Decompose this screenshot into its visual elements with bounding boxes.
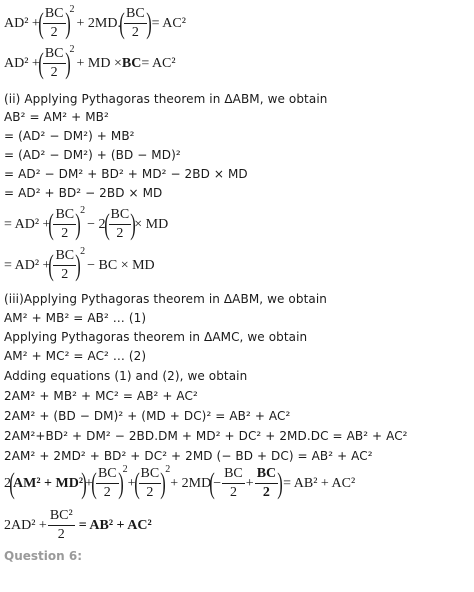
right-paren: ) — [145, 6, 152, 40]
eq-term: AD² + — [4, 15, 40, 31]
frac-den: 2 — [146, 485, 154, 500]
frac-num: BC — [53, 248, 76, 266]
right-paren: ) — [81, 466, 87, 500]
left-paren: ( — [48, 248, 55, 282]
frac-den: 2 — [229, 485, 237, 500]
part-ii-heading: (ii) Applying Pythagoras theorem in ΔABM, we obtain — [4, 92, 328, 106]
left-paren: ( — [38, 6, 44, 40]
frac-den: 2 — [50, 25, 58, 40]
left-paren: ( — [103, 207, 110, 241]
part-iii-line: 2AM² + 2MD² + BD² + DC² + 2MD (− BD + DC) = AB² + AC² — [4, 449, 373, 463]
part-ii-equation-a — [4, 207, 168, 242]
frac-den: 2 — [61, 267, 69, 282]
eq-term-bold: = AB² + AC² — [78, 517, 152, 533]
frac-num: BC — [139, 466, 162, 484]
part-iii-equation-last — [4, 508, 152, 543]
frac-num: BC — [255, 466, 278, 484]
question-label: Question 6: — [4, 549, 82, 563]
frac-num: BC — [222, 466, 245, 484]
part-iii-line: Applying Pythagoras theorem in ΔAMC, we obtain — [4, 330, 308, 344]
frac-num: BC — [53, 207, 76, 225]
eq-term-bold: AM² + MD² — [13, 475, 84, 491]
left-paren: ( — [91, 466, 97, 500]
right-paren: ) — [117, 466, 124, 500]
fraction — [48, 508, 75, 543]
fraction — [139, 466, 162, 501]
fraction — [255, 466, 278, 501]
part-iii-line: 2AM²+BD² + DM² − 2BD.DM + MD² + DC² + 2MD.DC = AB² + AC² — [4, 429, 408, 443]
frac-den: 2 — [103, 485, 111, 500]
left-paren: ( — [133, 466, 140, 500]
left-paren: ( — [38, 46, 44, 80]
eq-term: = AC² — [141, 55, 176, 71]
eq-term: + — [85, 475, 93, 491]
plus-sign: + — [127, 475, 136, 491]
part-iii-line: 2AM² + (BD − DM)² + (MD + DC)² = AB² + AC² — [4, 409, 291, 423]
frac-den: 2 — [116, 226, 124, 241]
frac-num: BC — [96, 466, 119, 484]
eq-term: + MD × — [76, 55, 122, 71]
frac-den: 2 — [61, 226, 69, 241]
eq-term: = AD² + — [4, 257, 51, 273]
part-iii-line: AM² + MB² = AB² … (1) — [4, 311, 147, 325]
fraction — [53, 207, 76, 242]
exponent: 2 — [69, 4, 75, 15]
equation-top-2 — [4, 46, 176, 81]
frac-den: 2 — [131, 25, 139, 40]
right-paren: ) — [75, 248, 81, 282]
eq-term: × MD — [134, 216, 169, 232]
eq-term: + 2MD — [170, 475, 212, 491]
fraction — [53, 248, 76, 283]
eq-term: = AD² + — [4, 216, 51, 232]
fraction — [96, 466, 119, 501]
exponent: 2 — [80, 205, 86, 216]
exponent: 2 — [165, 464, 171, 475]
frac-num: BC² — [48, 508, 75, 526]
frac-num: BC — [124, 6, 147, 24]
fraction — [43, 6, 66, 41]
eq-term: AD² + — [4, 55, 40, 71]
frac-num: BC — [109, 207, 132, 225]
eq-term: 2AD² + — [4, 517, 47, 533]
part-iii-heading: (iii)Applying Pythagoras theorem in ΔABM, we obtain — [4, 292, 327, 306]
left-paren: ( — [48, 207, 55, 241]
part-ii-equation-b — [4, 248, 155, 283]
right-paren: ) — [277, 466, 283, 500]
eq-term: 2 — [4, 475, 11, 491]
fraction — [43, 46, 66, 81]
plus-sign: + — [245, 475, 254, 491]
eq-term: + 2MD. — [76, 15, 121, 31]
minus-sign: − — [213, 475, 222, 491]
fraction — [109, 207, 132, 242]
eq-term: = AB² + AC² — [283, 475, 356, 491]
part-ii-line: AB² = AM² + MB² — [4, 110, 109, 124]
fraction — [124, 6, 147, 41]
fraction — [222, 466, 245, 501]
eq-term: − 2 — [87, 216, 106, 232]
part-iii-line: 2AM² + MB² + MC² = AB² + AC² — [4, 389, 198, 403]
exponent: 2 — [69, 44, 75, 55]
right-paren: ) — [130, 207, 136, 241]
frac-num: BC — [43, 6, 66, 24]
right-paren: ) — [64, 6, 71, 40]
right-paren: ) — [160, 466, 166, 500]
eq-term: − BC × MD — [87, 257, 155, 273]
part-ii-line: = (AD² − DM²) + MB² — [4, 129, 135, 143]
frac-num: BC — [43, 46, 66, 64]
part-iii-line: Adding equations (1) and (2), we obtain — [4, 369, 248, 383]
frac-den: 2 — [262, 485, 270, 500]
exponent: 2 — [80, 246, 86, 257]
equation-top-1 — [4, 6, 186, 41]
part-iii-line: AM² + MC² = AC² … (2) — [4, 349, 147, 363]
exponent: 2 — [122, 464, 128, 475]
part-ii-line: = AD² + BD² − 2BD × MD — [4, 186, 163, 200]
frac-den: 2 — [50, 65, 58, 80]
left-paren: ( — [119, 6, 125, 40]
frac-den: 2 — [57, 527, 65, 542]
part-ii-line: = (AD² − DM²) + (BD − MD)² — [4, 148, 181, 162]
right-paren: ) — [64, 46, 71, 80]
left-paren: ( — [9, 466, 15, 500]
eq-term: = AC² — [151, 15, 186, 31]
right-paren: ) — [75, 207, 81, 241]
part-ii-line: = AD² − DM² + BD² + MD² − 2BD × MD — [4, 167, 248, 181]
eq-term-bold: BC — [121, 55, 142, 71]
left-paren: ( — [209, 466, 215, 500]
part-iii-equation-big — [4, 466, 355, 501]
